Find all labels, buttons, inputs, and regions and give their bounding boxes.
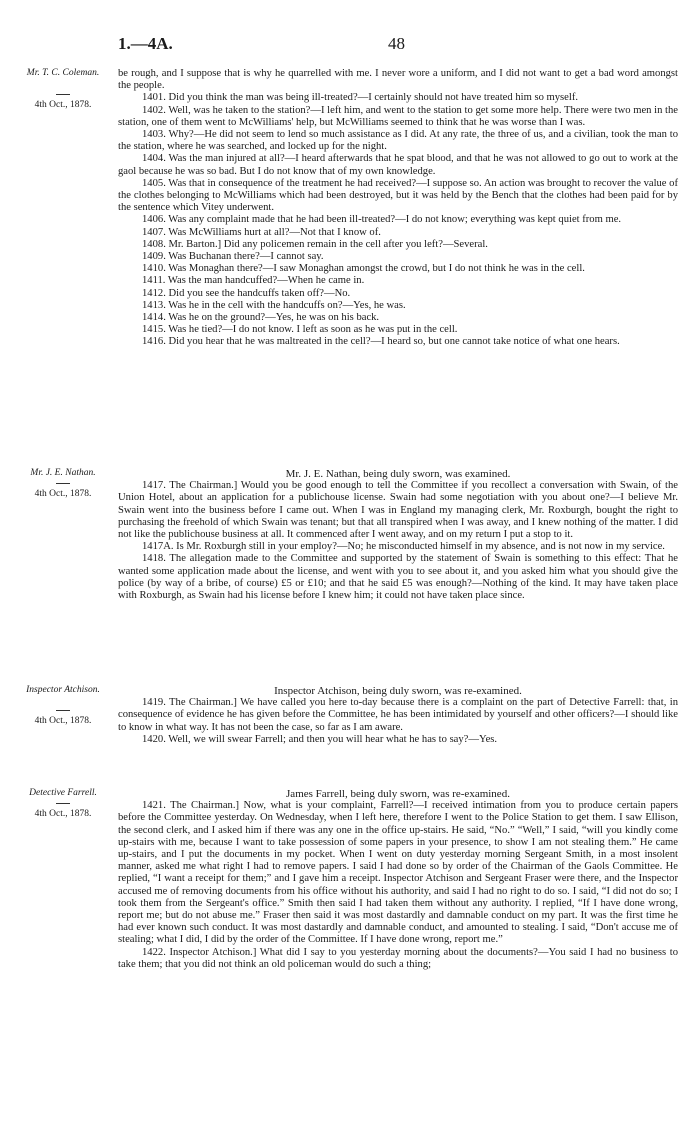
paragraph: 1404. Was the man injured at all?—I heard afterwards that he spat blood, and that he was not allowed to go out to work at the gaol because he was so bad. But I do not know that of my own knowledge. xyxy=(118,153,678,177)
paragraph: 1421. The Chairman.] Now, what is your complaint, Farrell?—I received intimation from you to produce certain papers before the Committee yesterday. On Wednesday, when I left here, therefore I went to the Police Station to get them. I saw Ellison, the second clerk, and I asked him if there was any one in the office up-stairs. He said, “No.” “Well,” I said, “will you kindly come up-stairs with me, because I want to take possession of some papers in your presence, to show I am not stealing them.” He came up-stairs, and I put the documents in my pocket. When I went on duty yesterday morning Sergeant Smith, in a most insolent manner, asked me what right I had to remove papers. I said I had done so by order of the Chairman of the Gaols Committee. He replied, “I want a receipt for them;” and I gave him a receipt. Inspector Atchison and Sergeant Fraser were there, and the Inspector accused me of removing documents from his office without his authority, and said I had no right to do so. I said, “I did not do so; I took them from the Sergeant's office.” Smith then said I had taken them without any authority. I replied, “If I have done wrong, report me; but do not abuse me.” Fraser then said it was most dastardly and damnable conduct on my part. It was the first time he had ever known such conduct. It was most dastardly and damnable conduct, and amounted to stealing. I said, “Don't accuse me of stealing; what I did, I did by the order of the Committee. If I have done wrong, report me.” xyxy=(118,800,678,946)
paragraph: 1417. The Chairman.] Would you be good enough to tell the Committee if you recollect a conversation with Swain, of the Union Hotel, about an application for a publichouse license. Swain had some negotiation with you about one?—I believe Mr. Swain went into the business before I came out. When I was in England my managing clerk, Mr. Roxburgh, bought the right to purchasing the freehold of which Swain was tenant; but that all transpired when I was away, and I knew nothing of the matter. I did not like the publichouse business at all. It commenced after I went away, and on my return I put a stop to it. xyxy=(118,480,678,541)
section-heading: Mr. J. E. Nathan, being duly sworn, was examined. xyxy=(285,468,511,480)
margin-divider xyxy=(56,710,70,711)
paragraph: 1410. Was Monaghan there?—I saw Monaghan amongst the crowd, but I do not think he was in the cell. xyxy=(142,263,585,275)
testimony-section-nathan xyxy=(118,468,678,602)
paragraph: 1401. Did you think the man was being ill-treated?—I certainly should not have treated him so myself. xyxy=(142,92,579,104)
paragraph: 1403. Why?—He did not seem to lend so much assistance as I did. At any rate, the three of us, and a civilian, took the man to the station, where he was searched, and locked up for the night. xyxy=(118,129,678,153)
paragraph: be rough, and I suppose that is why he quarrelled with me. I never wore a uniform, and I did not want to get a bad word amongst the people. xyxy=(118,68,678,92)
paragraph: 1409. Was Buchanan there?—I cannot say. xyxy=(142,251,324,263)
paragraph: 1422. Inspector Atchison.] What did I say to you yesterday morning about the documents?—You said I had no business to take them; that you did not think an old policeman would do such a thing; xyxy=(118,946,678,970)
margin-date: 4th Oct., 1878. xyxy=(34,716,92,726)
testimony-section-farrell xyxy=(118,788,678,971)
paragraph: 1417A. Is Mr. Roxburgh still in your employ?—No; he misconducted himself in my absence, and is not now in my service. xyxy=(142,541,665,553)
paragraph: 1419. The Chairman.] We have called you here to-day because there is a complaint on the part of Detective Farrell: that, in consequence of evidence he has given before the Committee, he has been intimidated by yourself and other officers?—I should like to know in what way. It has not been the case, so far as I am aware. xyxy=(118,697,678,733)
margin-witness-name: Mr. J. E. Nathan. xyxy=(30,468,96,478)
section-heading: Inspector Atchison, being duly sworn, was re-examined. xyxy=(274,685,522,697)
paragraph: 1413. Was he in the cell with the handcuffs on?—Yes, he was. xyxy=(142,299,406,311)
paragraph: 1406. Was any complaint made that he had been ill-treated?—I do not know; everything was kept quiet from me. xyxy=(142,214,622,226)
margin-witness-name: Detective Farrell. xyxy=(29,788,97,798)
margin-date: 4th Oct., 1878. xyxy=(34,489,92,499)
document-reference: 1.—4A. xyxy=(118,34,173,53)
paragraph: 1407. Was McWilliams hurt at all?—Not that I know of. xyxy=(142,226,381,238)
margin-divider xyxy=(56,483,70,484)
paragraph: 1408. Mr. Barton.] Did any policemen remain in the cell after you left?—Several. xyxy=(142,238,488,250)
margin-date: 4th Oct., 1878. xyxy=(34,809,92,819)
paragraph: 1414. Was he on the ground?—Yes, he was on his back. xyxy=(142,312,380,324)
testimony-section-atchison xyxy=(118,685,678,746)
margin-date: 4th Oct., 1878. xyxy=(34,100,92,110)
testimony-section-coleman xyxy=(118,68,678,349)
paragraph: 1418. The allegation made to the Committee and supported by the statement of Swain is something to this effect: That he wanted some application made about the license, and went with you to see about it, and you asked him what you should give the police (by way of a bribe, of course) £5 or £10; and that he said £5 was enough?—Nothing of the kind. It may have taken place with Roxburgh, as Swain had his license before I knew him; it could not have taken place since. xyxy=(118,553,678,602)
page-number: 48 xyxy=(388,34,405,53)
margin-witness-name: Inspector Atchison. xyxy=(26,685,100,695)
margin-witness-name: Mr. T. C. Coleman. xyxy=(26,68,100,78)
paragraph: 1416. Did you hear that he was maltreated in the cell?—I heard so, but one cannot take notice of what one hears. xyxy=(142,336,620,348)
paragraph: 1405. Was that in consequence of the treatment he had received?—I suppose so. An action was brought to recover the value of the clothes belonging to McWilliams which had been destroyed, but it was held by the Bench that the clothes had been paid for by the sentence which Vitey underwent. xyxy=(118,177,678,214)
margin-divider xyxy=(56,94,70,95)
paragraph: 1420. Well, we will swear Farrell; and then you will hear what he has to say?—Yes. xyxy=(142,733,498,745)
paragraph: 1402. Well, was he taken to the station?—I left him, and went to the station to get some more help. There were two men in the station, one of them went to McWilliams' help, but McWilliams seemed to think that he was worse than I was. xyxy=(118,104,678,128)
margin-divider xyxy=(56,803,70,804)
paragraph: 1415. Was he tied?—I do not know. I left as soon as he was put in the cell. xyxy=(142,324,458,336)
page-header xyxy=(0,34,700,54)
paragraph: 1411. Was the man handcuffed?—When he came in. xyxy=(142,275,365,287)
paragraph: 1412. Did you see the handcuffs taken off?—No. xyxy=(142,287,351,299)
section-heading: James Farrell, being duly sworn, was re-examined. xyxy=(286,788,510,800)
